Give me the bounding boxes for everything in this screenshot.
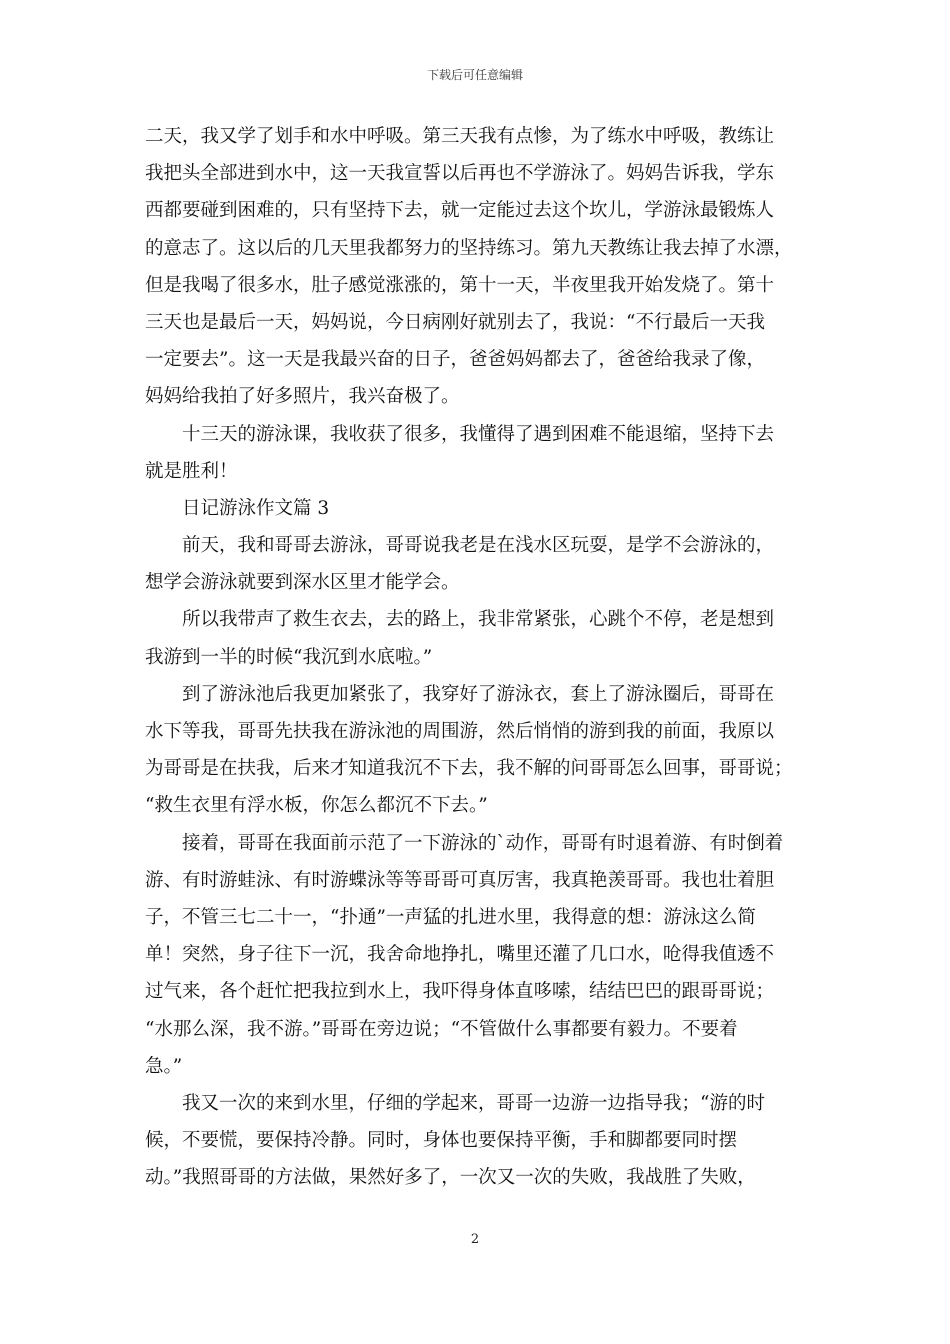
- text-line: 过气来，各个赶忙把我拉到水上，我吓得身体直哆嗦，结结巴巴的跟哥哥说；: [145, 981, 775, 1003]
- text-line: 就是胜利！: [145, 460, 238, 482]
- text-line: 单！突然，身子往下一沉，我舍命地挣扎，嘴里还灌了几口水，呛得我值透不: [145, 944, 775, 966]
- text-line: “救生衣里有浮水板，你怎么都沉不下去。”: [145, 795, 488, 817]
- body-text: [145, 118, 813, 1196]
- text-line: 一定要去”。这一天是我最兴奋的日子，爸爸妈妈都去了，爸爸给我录了像，: [145, 349, 765, 371]
- text-line: 十三天的游泳课，我收获了很多，我懂得了遇到困难不能退缩，坚持下去: [182, 423, 775, 445]
- text-line: 二天，我又学了划手和水中呼吸。第三天我有点惨，为了练水中呼吸，教练让: [145, 126, 775, 147]
- text-line: 游、有时游蛙泳、有时游蝶泳等等哥哥可真厉害，我真艳羡哥哥。我也壮着胆: [145, 869, 775, 891]
- text-line: 所以我带声了救生衣去，去的路上，我非常紧张，心跳个不停，老是想到: [182, 609, 775, 631]
- text-line: 妈妈给我拍了好多照片，我兴奋极了。: [145, 386, 460, 408]
- text-line: 我把头全部进到水中，这一天我宣誓以后再也不学游泳了。妈妈告诉我，学东: [145, 163, 775, 185]
- text-line: 我游到一半的时候“我沉到水底啦。”: [145, 646, 433, 668]
- text-line: 水下等我，哥哥先扶我在游泳池的周围游，然后悄悄的游到我的前面，我原以: [145, 721, 775, 742]
- text-line: 子，不管三七二十一，“扑通”一声猛的扎进水里，我得意的想：游泳这么简: [145, 906, 756, 928]
- text-line: 我又一次的来到水里，仔细的学起来，哥哥一边游一边指导我；“游的时: [182, 1092, 765, 1114]
- text-line: 的意志了。这以后的几天里我都努力的坚持练习。第九天教练让我去掉了水漂，: [145, 237, 793, 259]
- text-line: 急。”: [145, 1055, 183, 1077]
- text-line: 接着，哥哥在我面前示范了一下游泳的`动作，哥哥有时退着游、有时倒着: [182, 832, 784, 854]
- text-line: 到了游泳池后我更加紧张了，我穿好了游泳衣，套上了游泳圈后，哥哥在: [182, 683, 775, 705]
- text-line: 前天，我和哥哥去游泳，哥哥说我老是在浅水区玩耍，是学不会游泳的，: [182, 535, 775, 557]
- text-line: 日记游泳作文篇 3: [182, 497, 330, 519]
- text-line: 但是我喝了很多水，肚子感觉涨涨的，第十一天，半夜里我开始发烧了。第十: [145, 274, 775, 296]
- text-line: “水那么深，我不游。”哥哥在旁边说；“不管做什么事都要有毅力。不要着: [145, 1018, 738, 1040]
- text-line: 想学会游泳就要到深水区里才能学会。: [145, 572, 460, 594]
- text-line: 西都要碰到困难的，只有坚持下去，就一定能过去这个坎儿，学游泳最锻炼人: [145, 200, 775, 222]
- page-number: 2: [470, 1232, 480, 1247]
- text-line: 候，不要慌，要保持冷静。同时，身体也要保持平衡，手和脚都要同时摆: [145, 1130, 738, 1152]
- text-line: 为哥哥是在扶我，后来才知道我沉不下去，我不解的问哥哥怎么回事，哥哥说；: [145, 758, 793, 780]
- page-header: 下载后可任意编辑: [426, 68, 523, 82]
- text-line: 动。”我照哥哥的方法做，果然好多了，一次又一次的失败，我战胜了失败，: [145, 1167, 756, 1189]
- text-line: 三天也是最后一天，妈妈说，今日病刚好就别去了，我说：“不行最后一天我: [145, 311, 765, 333]
